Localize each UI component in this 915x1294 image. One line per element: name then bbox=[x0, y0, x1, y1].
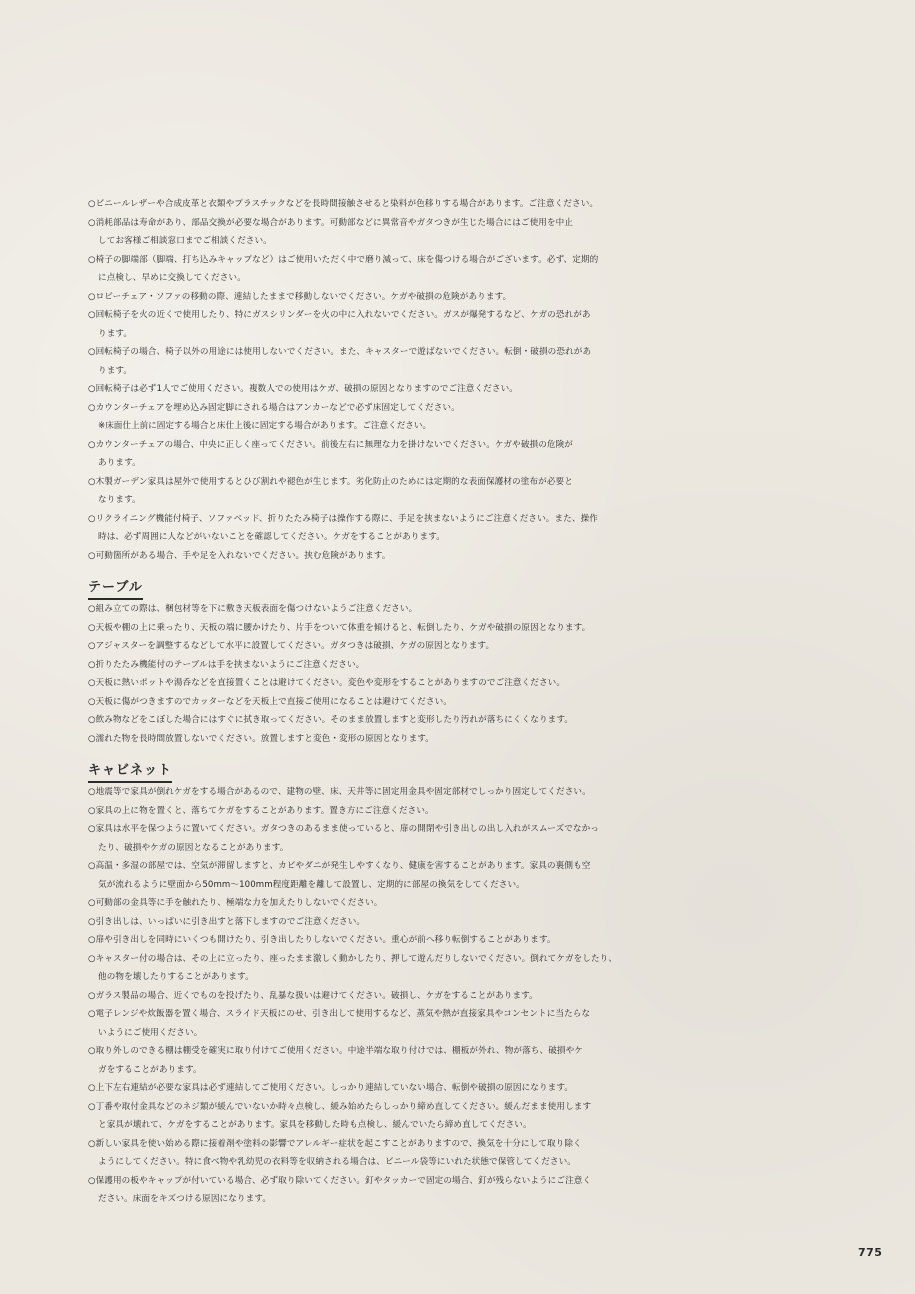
item-line: ○地震等で家具が倒れケガをする場合があるので、建物の壁、床、天井等に固定用金具や固定部材でしっかり固定してください。 bbox=[88, 787, 591, 797]
item-line: ○カウンターチェアを埋め込み固定脚にされる場合はアンカーなどで必ず床固定してください。 bbox=[88, 402, 460, 413]
note-item bbox=[88, 417, 623, 436]
list-item bbox=[88, 656, 623, 675]
item-line: ○回転椅子は必ず1人でご使用ください。複数人での使用はケガ、破損の原因となりますのでご注意ください。 bbox=[88, 384, 518, 394]
item-line: 気が流れるように壁面から50mm〜100mm程度距離を離して設置し、定期的に部屋の換気をしてください。 bbox=[98, 879, 525, 890]
item-line: 時は、必ず周囲に人などがいないことを確認してください。ケガをすることがあります。 bbox=[98, 532, 445, 542]
item-line: いようにご使用ください。 bbox=[98, 1027, 203, 1038]
list-item bbox=[88, 1042, 623, 1079]
list-item bbox=[88, 1005, 623, 1042]
item-line: あります。 bbox=[98, 458, 141, 468]
list-item bbox=[88, 894, 623, 913]
list-item bbox=[88, 931, 623, 950]
item-line: ○回転椅子の場合、椅子以外の用途には使用しないでください。また、キャスターで遊ばないでください。転倒・破損の恐れがあ bbox=[88, 347, 592, 357]
list-item bbox=[88, 195, 623, 214]
item-line: ります。 bbox=[98, 365, 133, 376]
list-item bbox=[88, 693, 623, 712]
item-line: ようにしてください。特に食べ物や乳幼児の衣料等を収納される場合は、ビニール袋等にいれた状態で保管してください。 bbox=[98, 1157, 576, 1167]
item-line: ○飲み物などをこぼした場合にはすぐに拭き取ってください。そのまま放置しますと変形したり汚れが落ちにくくなります。 bbox=[88, 715, 574, 725]
list-item bbox=[88, 251, 623, 288]
item-line: ○電子レンジや炊飯器を置く場合、スライド天板にのせ、引き出して使用するなど、蒸気や熱が直接家具やコンセントに当たらな bbox=[88, 1009, 591, 1019]
cabinet-precautions-list bbox=[88, 783, 623, 1209]
item-line: ○天板に熱いポットや湯呑などを直接置くことは避けてください。変色や変形をすることがありますのでご注意ください。 bbox=[88, 678, 566, 688]
list-item bbox=[88, 306, 623, 343]
item-line: ガをすることがあります。 bbox=[98, 1064, 202, 1075]
list-item bbox=[88, 1079, 623, 1098]
list-item bbox=[88, 547, 623, 566]
cabinet-section bbox=[88, 759, 623, 1209]
list-item bbox=[88, 288, 623, 307]
page-number: 775 bbox=[858, 1246, 883, 1259]
item-line: たり、破損やケガの原因となることがあります。 bbox=[98, 842, 289, 853]
list-item bbox=[88, 473, 623, 510]
item-line: ○ロビーチェア・ソファの移動の際、連結したままで移動しないでください。ケガや破損の危険があります。 bbox=[88, 291, 512, 302]
item-line: ○濡れた物を長時間放置しないでください。放置しますと変色・変形の原因となります。 bbox=[88, 733, 434, 744]
item-line: ○上下左右連結が必要な家具は必ず連結してご使用ください。しっかり連結していない場合、転倒や破損の原因になります。 bbox=[88, 1083, 574, 1093]
list-item bbox=[88, 1172, 623, 1209]
item-line: ○木製ガーデン家具は屋外で使用するとひび割れや褪色が生じます。劣化防止のためには定期的な表面保護材の塗布が必要と bbox=[88, 476, 573, 487]
item-line: ○保護用の板やキャップが付いている場合、必ず取り除いてください。釘やタッカーで固定の場合、釘が残らないようにご注意く bbox=[88, 1175, 592, 1186]
list-item bbox=[88, 950, 623, 987]
item-line: ○可動部の金具等に手を触れたり、極端な力を加えたりしないでください。 bbox=[88, 898, 383, 908]
item-line: ○折りたたみ機能付のテーブルは手を挟まないようにご注意ください。 bbox=[88, 659, 365, 670]
item-line: ○ガラス製品の場合、近くでものを投げたり、乱暴な扱いは避けてください。破損し、ケガをすることがあります。 bbox=[88, 990, 538, 1001]
general-precautions-list bbox=[88, 195, 623, 565]
list-item bbox=[88, 214, 623, 251]
list-item bbox=[88, 987, 623, 1006]
item-line: に点検し、早めに交換してください。 bbox=[98, 273, 246, 283]
item-line: ○キャスター付の場合は、その上に立ったり、座ったまま激しく動かしたり、押して遊んだりしないでください。倒れてケガをしたり、 bbox=[88, 953, 618, 964]
item-line: ○組み立ての際は、梱包材等を下に敷き天板表面を傷つけないようご注意ください。 bbox=[88, 604, 418, 614]
item-line: ○リクライニング機能付椅子、ソファベッド、折りたたみ椅子は操作する際に、手足を挟まないようにご注意ください。また、操作 bbox=[88, 513, 598, 524]
list-item bbox=[88, 600, 623, 619]
item-line: ○家具の上に物を置くと、落ちてケガをすることがあります。置き方にご注意ください。 bbox=[88, 805, 434, 816]
list-item bbox=[88, 1098, 623, 1135]
list-item bbox=[88, 380, 623, 399]
item-line: 他の物を壊したりすることがあります。 bbox=[98, 972, 254, 982]
list-item bbox=[88, 802, 623, 821]
item-line: ○ビニールレザーや合成皮革と衣類やプラスチックなどを長時間接触させると染料が色移りする場合があります。ご注意ください。 bbox=[88, 199, 599, 209]
list-item bbox=[88, 619, 623, 638]
list-item bbox=[88, 399, 623, 418]
item-line: ○椅子の脚端部（脚端、打ち込みキャップなど）はご使用いただく中で磨り減って、床を傷つける場合がございます。必ず、定期的 bbox=[88, 254, 599, 265]
list-item bbox=[88, 913, 623, 932]
list-item bbox=[88, 510, 623, 547]
item-line: ○カウンターチェアの場合、中央に正しく座ってください。前後左右に無理な力を掛けないでください。ケガや破損の危険が bbox=[88, 439, 573, 450]
item-line: ○可動箇所がある場合、手や足を入れないでください。挟む危険があります。 bbox=[88, 550, 391, 561]
list-item bbox=[88, 783, 623, 802]
table-section bbox=[88, 576, 623, 748]
item-line: してお客様ご相談窓口までご相談ください。 bbox=[98, 236, 272, 246]
item-line: ○家具は水平を保つように置いてください。ガタつきのあるまま使っていると、扉の開閉や引き出しの出し入れがスムーズでなかっ bbox=[88, 824, 599, 834]
list-item bbox=[88, 711, 623, 730]
item-line: ります。 bbox=[98, 328, 133, 339]
section-title-cabinet: キャビネット bbox=[88, 762, 172, 783]
content bbox=[88, 195, 623, 1209]
item-line: ○丁番や取付金具などのネジ類が緩んでいないか時々点検し、緩み始めたらしっかり締め直してください。緩んだまま使用します bbox=[88, 1101, 592, 1112]
list-item bbox=[88, 436, 623, 473]
item-line: ○天板や棚の上に乗ったり、天板の端に腰かけたり、片手をついて体重を傾けると、転倒したり、ケガや破損の原因となります。 bbox=[88, 622, 591, 633]
item-line: ○取り外しのできる棚は棚受を確実に取り付けてご使用ください。中途半端な取り付けでは、棚板が外れ、物が落ち、破損やケ bbox=[88, 1046, 583, 1056]
item-line: ださい。床面をキズつける原因になります。 bbox=[98, 1194, 272, 1204]
list-item bbox=[88, 857, 623, 894]
section-title-table: テーブル bbox=[88, 579, 143, 600]
list-item bbox=[88, 730, 623, 749]
item-line: ○新しい家具を使い始める際に接着剤や塗料の影響でアレルギー症状を起こすことがありますので、換気を十分にして取り除く bbox=[88, 1138, 582, 1149]
item-line: ○回転椅子を火の近くで使用したり、特にガスシリンダーを火の中に入れないでください。ガスが爆発するなど、ケガの恐れがあ bbox=[88, 310, 591, 320]
list-item bbox=[88, 343, 623, 380]
item-line: ○引き出しは、いっぱいに引き出すと落下しますのでご注意ください。 bbox=[88, 916, 366, 927]
item-line: ○天板に傷がつきますのでカッターなどを天板上で直接ご使用になることは避けてください。 bbox=[88, 696, 452, 707]
list-item bbox=[88, 637, 623, 656]
table-precautions-list bbox=[88, 600, 623, 748]
item-line: ○消耗部品は寿命があり、部品交換が必要な場合があります。可動部などに異常音やガタつきが生じた場合にはご使用を中止 bbox=[88, 217, 574, 228]
item-line: ○扉や引き出しを同時にいくつも開けたり、引き出したりしないでください。重心が前へ移り転倒することがあります。 bbox=[88, 935, 556, 945]
item-line: ○アジャスターを調整するなどして水平に設置してください。ガタつきは破損、ケガの原因となります。 bbox=[88, 641, 495, 651]
list-item bbox=[88, 820, 623, 857]
list-item bbox=[88, 1135, 623, 1172]
item-line: ○高温・多湿の部屋では、空気が滞留しますと、カビやダニが発生しやすくなり、健康を害することがあります。家具の裏側も空 bbox=[88, 861, 591, 871]
item-line: と家具が壊れて、ケガをすることがあります。家具を移動した時も点検し、緩んでいたら締め直してください。 bbox=[98, 1120, 532, 1130]
list-item bbox=[88, 674, 623, 693]
item-line: なります。 bbox=[98, 495, 141, 505]
item-line: ※床面仕上前に固定する場合と床仕上後に固定する場合があります。ご注意ください。 bbox=[98, 421, 432, 431]
